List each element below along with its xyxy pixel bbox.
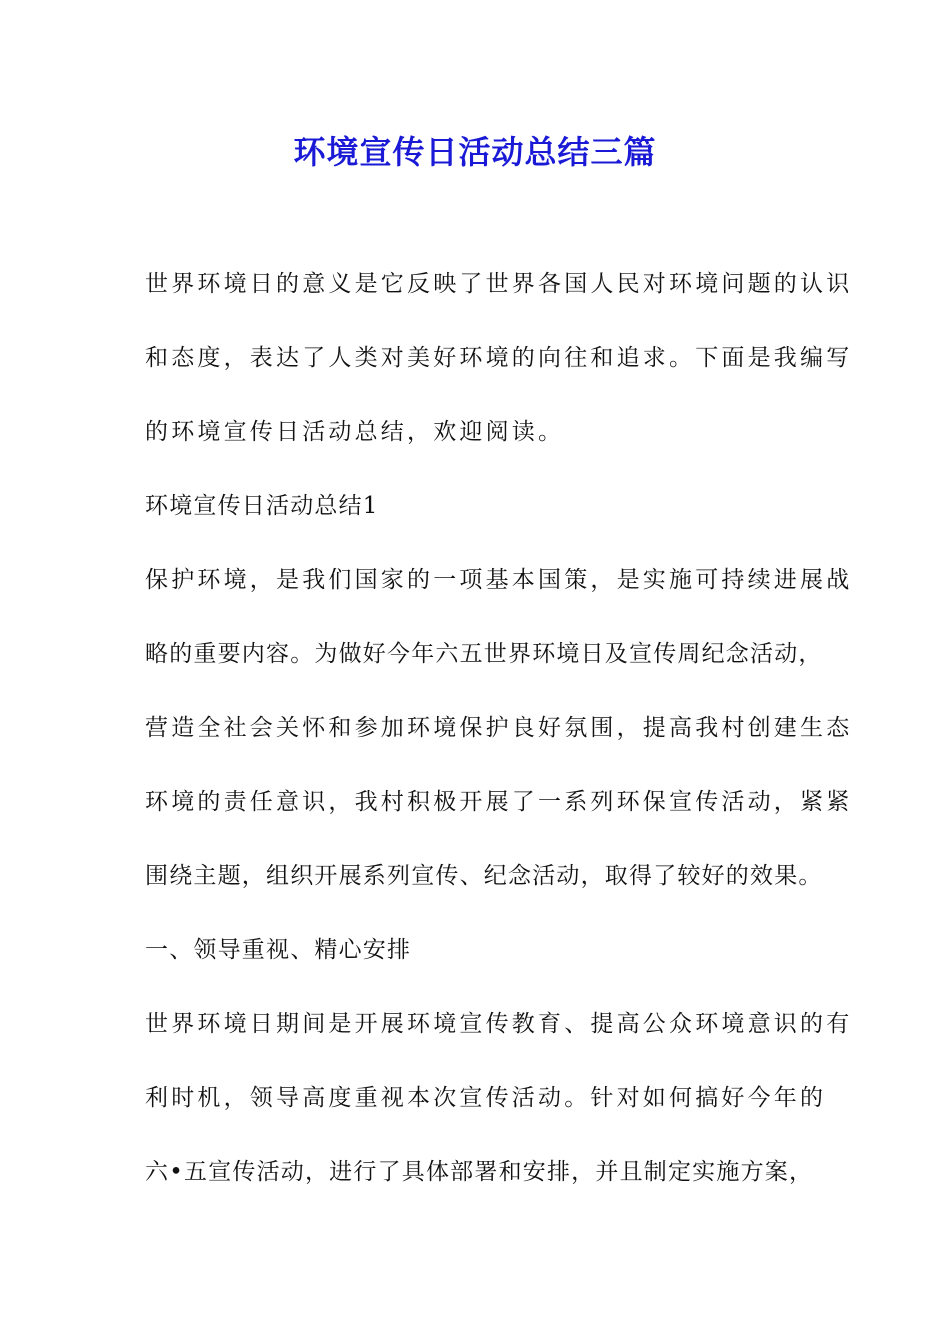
section-heading: 一、领导重视、精心安排 <box>145 937 412 963</box>
paragraph-line: 营造全社会关怀和参加环境保护良好氛围，提高我村创建生态 <box>145 715 853 741</box>
paragraph-line: 保护环境，是我们国家的一项基本国策，是实施可持续进展战 <box>145 567 853 593</box>
paragraph-line: 利时机，领导高度重视本次宣传活动。针对如何搞好今年的 <box>145 1085 827 1111</box>
document-title: 环境宣传日活动总结三篇 <box>293 133 657 171</box>
paragraph-line: 六•五宣传活动，进行了具体部署和安排，并且制定实施方案， <box>145 1159 814 1185</box>
paragraph-line: 的环境宣传日活动总结，欢迎阅读。 <box>145 419 565 445</box>
paragraph-line: 略的重要内容。为做好今年六五世界环境日及宣传周纪念活动， <box>145 641 823 667</box>
section-heading: 环境宣传日活动总结1 <box>145 493 379 519</box>
paragraph-line: 世界环境日的意义是它反映了世界各国人民对环境问题的认识 <box>145 271 853 297</box>
document-body <box>145 262 853 1224</box>
paragraph-line: 世界环境日期间是开展环境宣传教育、提高公众环境意识的有 <box>145 1011 853 1037</box>
paragraph-line: 和态度，表达了人类对美好环境的向往和追求。下面是我编写 <box>145 345 853 371</box>
paragraph-line: 环境的责任意识，我村积极开展了一系列环保宣传活动，紧紧 <box>145 789 853 815</box>
paragraph-line: 围绕主题，组织开展系列宣传、纪念活动，取得了较好的效果。 <box>145 863 823 889</box>
